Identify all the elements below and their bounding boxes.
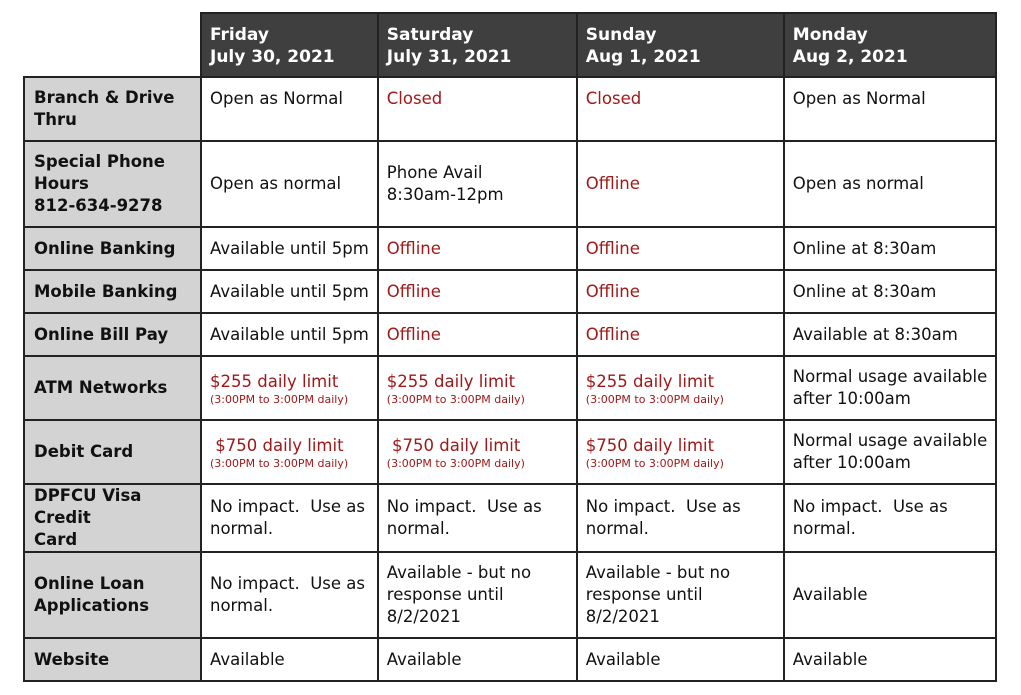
status-cell-friday (201, 356, 378, 420)
status-cell-saturday (378, 141, 577, 227)
status-cell-saturday (378, 552, 577, 638)
schedule-body (24, 77, 996, 681)
day-name: Monday (792, 25, 868, 45)
status-cell-monday (784, 141, 996, 227)
limit-window-note: (3:00PM to 3:00PM daily) (386, 392, 525, 406)
status-text: normal. (210, 519, 274, 538)
row-label-line: DPFCU Visa Credit (34, 486, 142, 527)
table-row (24, 638, 996, 681)
day-header-friday (201, 13, 378, 77)
day-name: Friday (210, 25, 269, 45)
status-cell-saturday (378, 638, 577, 681)
status-text: Online at 8:30am (792, 238, 937, 258)
status-text: Offline (386, 238, 441, 258)
status-text: No impact. Use as (585, 497, 741, 516)
status-text: $750 daily limit (210, 435, 344, 455)
status-text: Offline (585, 281, 640, 301)
row-label-line: Card (34, 530, 78, 549)
status-cell-monday (784, 270, 996, 313)
table-row (24, 227, 996, 270)
row-label-line: Mobile Banking (34, 281, 178, 301)
day-date: July 31, 2021 (386, 47, 512, 67)
schedule-table (23, 12, 997, 682)
status-text: normal. (210, 596, 274, 615)
status-text: 8/2/2021 (585, 607, 660, 626)
status-text: response until (386, 585, 504, 604)
row-label (24, 77, 201, 141)
status-text: Available at 8:30am (792, 324, 958, 344)
status-cell-saturday (378, 270, 577, 313)
header-corner (24, 13, 201, 77)
status-text: No impact. Use as (792, 497, 948, 516)
status-cell-friday (201, 227, 378, 270)
status-text: Offline (585, 324, 640, 344)
row-label-line: 812-634-9278 (34, 196, 163, 215)
row-label (24, 356, 201, 420)
status-text: Available until 5pm (210, 281, 369, 301)
status-text: Available (792, 649, 868, 669)
status-text: Offline (585, 238, 640, 258)
limit-window-note: (3:00PM to 3:00PM daily) (585, 456, 724, 470)
table-row (24, 313, 996, 356)
status-text: Available (792, 585, 868, 604)
status-text: Offline (585, 174, 640, 193)
row-label (24, 227, 201, 270)
status-text: $255 daily limit (386, 371, 516, 391)
status-cell-monday (784, 552, 996, 638)
status-cell-monday (784, 77, 996, 141)
status-text: Open as normal (792, 174, 924, 193)
status-text: Open as Normal (210, 89, 343, 108)
status-text: $750 daily limit (585, 435, 715, 455)
row-label-line: ATM Networks (34, 378, 168, 397)
status-text: normal. (792, 519, 856, 538)
status-text: Offline (386, 324, 441, 344)
day-name: Saturday (386, 25, 474, 45)
row-label-line: Online Banking (34, 238, 176, 258)
status-text: No impact. Use as (210, 574, 365, 593)
status-text: No impact. Use as (386, 497, 542, 516)
status-text: Closed (585, 89, 642, 108)
table-row (24, 270, 996, 313)
row-label-line: Applications (34, 596, 150, 615)
row-label-line: Online Loan (34, 574, 145, 593)
status-text: Phone Avail (386, 163, 483, 182)
status-cell-friday (201, 313, 378, 356)
status-cell-saturday (378, 484, 577, 552)
status-text: Normal usage available (792, 367, 988, 386)
status-cell-friday (201, 270, 378, 313)
status-text: $255 daily limit (210, 371, 339, 391)
status-cell-saturday (378, 77, 577, 141)
status-cell-sunday (577, 356, 784, 420)
table-row (24, 356, 996, 420)
day-date: Aug 1, 2021 (585, 47, 701, 67)
row-label-line: Online Bill Pay (34, 324, 169, 344)
status-cell-saturday (378, 313, 577, 356)
row-label-line: Debit Card (34, 442, 134, 461)
status-cell-sunday (577, 141, 784, 227)
status-cell-monday (784, 484, 996, 552)
row-label-line: Website (34, 649, 110, 669)
status-text: normal. (386, 519, 450, 538)
status-text: after 10:00am (792, 453, 911, 472)
row-label (24, 420, 201, 484)
status-cell-monday (784, 313, 996, 356)
status-cell-saturday (378, 420, 577, 484)
day-date: July 30, 2021 (210, 47, 335, 67)
row-label (24, 141, 201, 227)
status-cell-monday (784, 638, 996, 681)
status-cell-friday (201, 552, 378, 638)
status-cell-sunday (577, 484, 784, 552)
status-text: Available (210, 649, 285, 669)
row-label (24, 313, 201, 356)
status-cell-monday (784, 227, 996, 270)
status-cell-monday (784, 420, 996, 484)
status-cell-saturday (378, 356, 577, 420)
day-header-sunday (577, 13, 784, 77)
status-cell-sunday (577, 420, 784, 484)
status-text: 8:30am-12pm (386, 185, 504, 204)
status-cell-friday (201, 638, 378, 681)
table-row (24, 77, 996, 141)
status-cell-monday (784, 356, 996, 420)
limit-window-note: (3:00PM to 3:00PM daily) (210, 392, 349, 406)
status-text: Normal usage available (792, 431, 988, 450)
status-cell-sunday (577, 227, 784, 270)
status-cell-friday (201, 420, 378, 484)
status-cell-sunday (577, 552, 784, 638)
row-label (24, 270, 201, 313)
day-date: Aug 2, 2021 (792, 47, 908, 67)
status-text: Online at 8:30am (792, 281, 937, 301)
status-cell-friday (201, 141, 378, 227)
status-text: Available until 5pm (210, 324, 369, 344)
row-label-line: Hours (34, 174, 89, 193)
status-cell-sunday (577, 313, 784, 356)
table-row (24, 484, 996, 552)
table-row (24, 420, 996, 484)
status-text: $255 daily limit (585, 371, 715, 391)
status-text: 8/2/2021 (386, 607, 461, 626)
status-cell-friday (201, 77, 378, 141)
row-label-line: Special Phone (34, 152, 165, 171)
status-text: after 10:00am (792, 389, 911, 408)
row-label-line: Thru (34, 110, 77, 129)
status-text: Open as Normal (792, 89, 926, 108)
status-cell-friday (201, 484, 378, 552)
status-text: Available (386, 649, 462, 669)
row-label (24, 552, 201, 638)
limit-window-note: (3:00PM to 3:00PM daily) (210, 456, 349, 470)
header-row (24, 13, 996, 77)
status-text: Closed (386, 89, 443, 108)
status-text: Available until 5pm (210, 238, 369, 258)
status-text: Available (585, 649, 661, 669)
status-text: $750 daily limit (386, 435, 521, 455)
limit-window-note: (3:00PM to 3:00PM daily) (585, 392, 724, 406)
day-header-monday (784, 13, 996, 77)
limit-window-note: (3:00PM to 3:00PM daily) (386, 456, 525, 470)
status-text: Available - but no (585, 563, 731, 582)
status-cell-saturday (378, 227, 577, 270)
status-text: Available - but no (386, 563, 532, 582)
day-header-saturday (378, 13, 577, 77)
status-text: Open as normal (210, 174, 342, 193)
table-row (24, 141, 996, 227)
day-name: Sunday (585, 25, 657, 45)
status-text: normal. (585, 519, 649, 538)
status-cell-sunday (577, 77, 784, 141)
status-cell-sunday (577, 270, 784, 313)
row-label (24, 638, 201, 681)
row-label-line: Branch & Drive (34, 88, 175, 107)
status-text: response until (585, 585, 703, 604)
row-label (24, 484, 201, 552)
table-row (24, 552, 996, 638)
status-text: Offline (386, 281, 441, 301)
status-cell-sunday (577, 638, 784, 681)
status-text: No impact. Use as (210, 497, 365, 516)
